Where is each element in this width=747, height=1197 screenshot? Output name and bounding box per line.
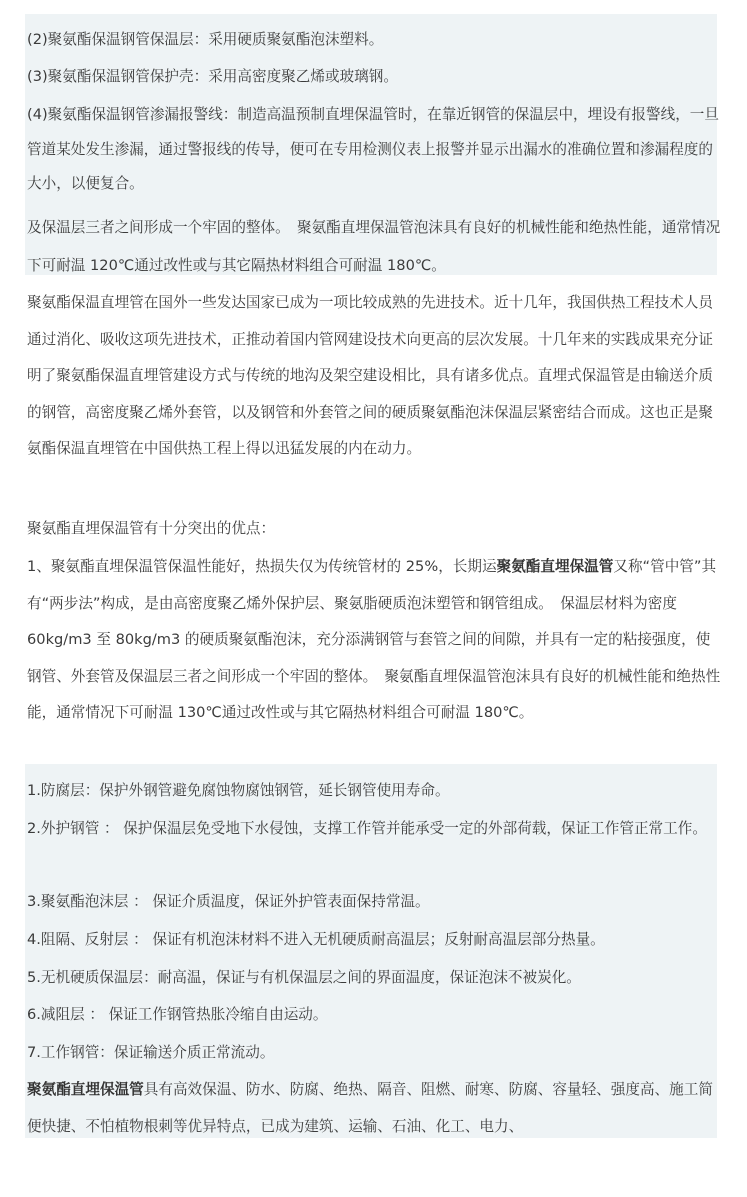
advantages-heading: 聚氨酯直埋保温管有十分突出的优点： bbox=[27, 520, 276, 537]
layer-item-5: 5.无机硬质保温层：耐高温，保证与有机保温层之间的界面温度，保证泡沫不被炭化。 bbox=[27, 969, 581, 986]
spec-tail-paragraph: 及保温层三者之间形成一个牢固的整体。 聚氨酯直埋保温管泡沫具有良好的机械性能和绝热性能，通常情况下可耐温 120℃通过改性或与其它隔热材料组合可耐温 180℃。 bbox=[27, 219, 721, 274]
closing-paragraph bbox=[27, 1072, 721, 1145]
closing-text: 具有高效保温、防水、防腐、绝热、隔音、阻燃、耐寒、防腐、容量轻、强度高、施工简便快捷、不怕植物根刺等优异特点，已成为建筑、运输、石油、化工、电力、 bbox=[27, 1081, 713, 1135]
layer-item-6: 6.减阻层 ： 保证工作钢管热胀冷缩自由运动。 bbox=[27, 1006, 328, 1023]
layer-item-2: 2.外护钢管 ： 保护保温层免受地下水侵蚀，支撑工作管并能承受一定的外部荷载，保证工作管正常工作。 bbox=[27, 820, 707, 837]
intro-paragraph: 聚氨酯保温直埋管在国外一些发达国家已成为一项比较成熟的先进技术。近十几年，我国供热工程技术人员通过消化、吸收这项先进技术，正推动着国内管网建设技术向更高的层次发展。十几年来的实践成果充分证明了聚氨酯保温直埋管建设方式与传统的地沟及架空建设相比，具有诸多优点。直埋式保温管是由输送介质的钢管，高密度聚乙烯外套管，以及钢管和外套管之间的硬质聚氨酯泡沫保温层紧密结合而成。这也正是聚氨酯保温直埋管在中国供热工程上得以迅猛发展的内在动力。 bbox=[27, 294, 713, 458]
spec-item-4: (4)聚氨酯保温钢管渗漏报警线：制造高温预制直埋保温管时，在靠近钢管的保温层中，埋设有报警线，一旦管道某处发生渗漏，通过警报线的传导，便可在专用检测仪表上报警并显示出漏水的准确位置和渗漏程度的大小，以便复合。 bbox=[27, 106, 719, 192]
point-1-text-rest: 又称“管中管”其有“两步法”构成，是由高密度聚乙烯外保护层、聚氨脂硬质泡沫塑管和钢管组成。 保温层材料为密度 60kg/m3 至 80kg/m3 的硬质聚氨酯泡沫，充分添满钢管与套管之间的间隙，并具有一定的粘接强度，使钢管、外套管及保温层三者之间形成一个牢固的整体。 聚氨酯直埋保温管泡沫具有良好的机械性能和绝热性能，通常情况下可耐温 130℃通过改性或与其它隔热材料组合可耐温 180℃。 bbox=[27, 558, 721, 722]
advantage-point-1 bbox=[27, 549, 721, 732]
spec-item-2: (2)聚氨酯保温钢管保温层：采用硬质聚氨酯泡沫塑料。 bbox=[27, 31, 384, 48]
layer-item-3: 3.聚氨酯泡沫层 ： 保证介质温度，保证外护管表面保持常温。 bbox=[27, 893, 430, 910]
spec-item-3: (3)聚氨酯保温钢管保护壳：采用高密度聚乙烯或玻璃钢。 bbox=[27, 68, 398, 85]
point-1-text-start: 1、聚氨酯直埋保温管保温性能好，热损失仅为传统管材的 25%，长期运 bbox=[27, 558, 497, 575]
closing-bold-term: 聚氨酯直埋保温管 bbox=[27, 1081, 144, 1098]
layer-item-4: 4.阻隔、反射层 ： 保证有机泡沫材料不进入无机硬质耐高温层；反射耐高温层部分热量。 bbox=[27, 931, 605, 948]
point-1-bold-term: 聚氨酯直埋保温管 bbox=[496, 558, 614, 575]
layer-item-7: 7.工作钢管：保证输送介质正常流动。 bbox=[27, 1044, 275, 1061]
layer-item-1: 1.防腐层：保护外钢管避免腐蚀物腐蚀钢管，延长钢管使用寿命。 bbox=[27, 782, 450, 799]
